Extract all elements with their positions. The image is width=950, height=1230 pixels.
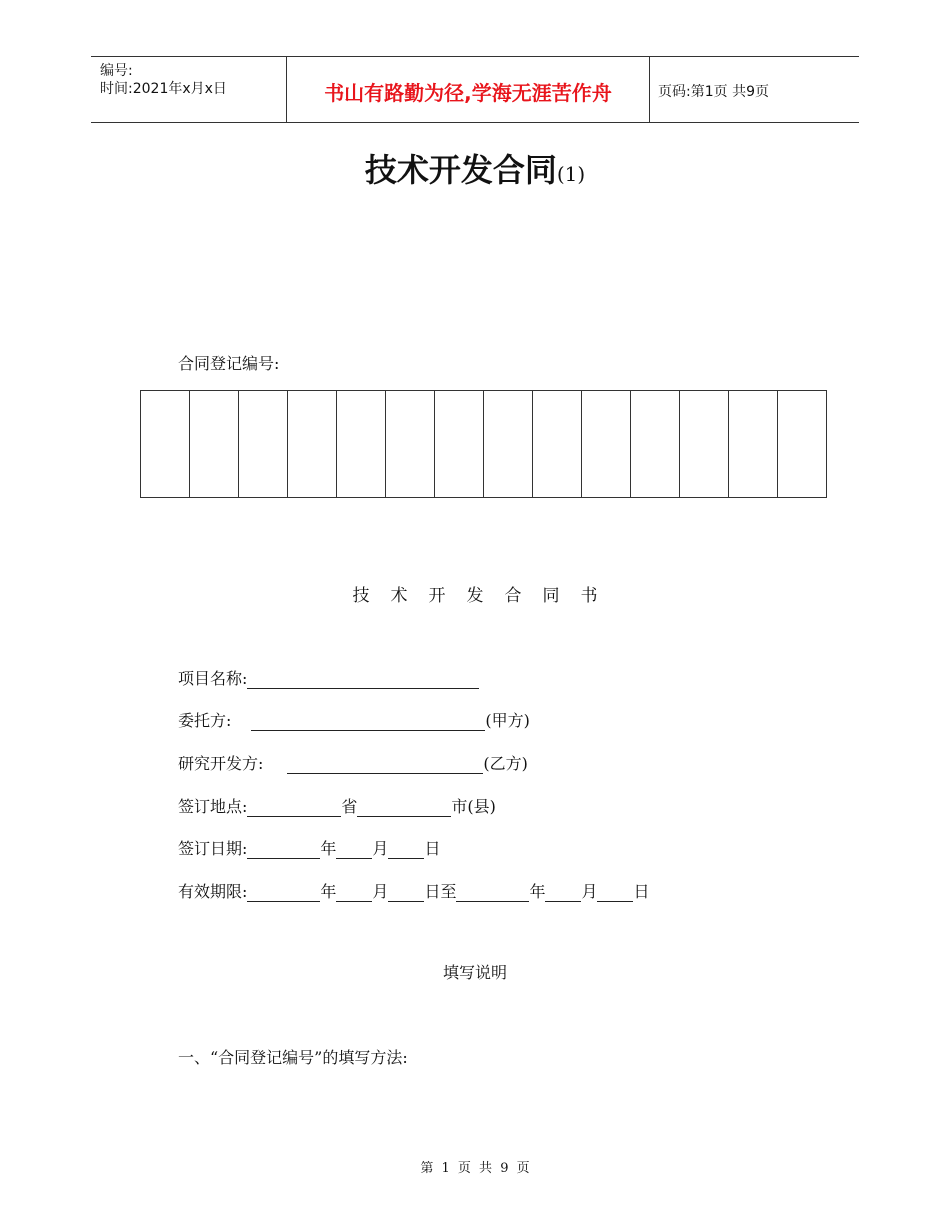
developer-input-line[interactable] [287,755,483,774]
validity-label: 有效期限: [178,882,248,901]
project-name-input-line[interactable] [247,670,479,689]
header-divider-right [649,56,650,122]
header-number-label: 编号: [100,63,133,79]
registration-label: 合同登记编号: [178,354,280,373]
city-input-line[interactable] [357,798,451,817]
end-year-label: 年 [529,882,546,901]
sign-day-label: 日 [424,839,441,858]
start-month-label: 月 [372,882,389,901]
header-motto: 书山有路勤为径,学海无涯苦作舟 [324,81,612,105]
sign-month-input-line[interactable] [336,840,372,859]
registration-digit-box[interactable] [631,391,680,497]
sign-month-label: 月 [372,839,389,858]
contract-heading: 技术开发合同书 [352,586,619,606]
start-year-input-line[interactable] [247,883,320,902]
end-day-label: 日 [633,882,650,901]
page-footer: 第 1 页 共 9 页 [420,1161,530,1176]
registration-digit-box[interactable] [239,391,288,497]
registration-digit-box[interactable] [729,391,778,497]
city-county-label: 市(县) [451,797,496,816]
project-name-label: 项目名称: [178,669,248,688]
registration-digit-box[interactable] [582,391,631,497]
start-year-label: 年 [320,882,337,901]
field-client [178,708,530,732]
sign-date-label: 签订日期: [178,839,248,858]
registration-digit-box[interactable] [778,391,826,497]
sign-place-label: 签订地点: [178,797,248,816]
registration-digit-box[interactable] [337,391,386,497]
end-month-input-line[interactable] [545,883,581,902]
sign-day-input-line[interactable] [388,840,424,859]
sign-year-input-line[interactable] [247,840,320,859]
header-page-info: 页码:第1页 共9页 [658,84,769,100]
field-project-name [178,666,479,690]
start-day-input-line[interactable] [388,883,424,902]
instructions-item-1: 一、“合同登记编号”的填写方法: [178,1048,408,1067]
registration-digit-box[interactable] [680,391,729,497]
developer-role: (乙方) [483,754,528,773]
field-developer [178,751,528,775]
document-title-suffix: (1) [556,162,586,186]
document-title-main: 技术开发合同 [364,151,557,189]
end-month-label: 月 [581,882,598,901]
client-label: 委托方: [178,711,232,730]
registration-digit-box[interactable] [288,391,337,497]
end-year-input-line[interactable] [456,883,529,902]
registration-digit-box[interactable] [190,391,239,497]
province-input-line[interactable] [247,798,341,817]
registration-number-grid [140,390,827,498]
registration-digit-box[interactable] [141,391,190,497]
client-input-line[interactable] [251,712,485,731]
document-title [0,145,950,191]
registration-digit-box[interactable] [533,391,582,497]
developer-label: 研究开发方: [178,754,264,773]
start-month-input-line[interactable] [336,883,372,902]
registration-digit-box[interactable] [435,391,484,497]
sign-year-label: 年 [320,839,337,858]
end-day-input-line[interactable] [597,883,633,902]
field-sign-date [178,836,440,860]
header-top-rule [91,56,859,57]
registration-digit-box[interactable] [386,391,435,497]
field-validity [178,879,650,903]
province-label: 省 [341,797,358,816]
registration-digit-box[interactable] [484,391,533,497]
client-role: (甲方) [485,711,530,730]
instructions-title: 填写说明 [442,963,507,982]
header-time-label: 时间:2021年x月x日 [100,81,227,97]
header-bottom-rule [91,122,859,123]
until-label: 日至 [424,882,457,901]
field-sign-place [178,794,496,818]
